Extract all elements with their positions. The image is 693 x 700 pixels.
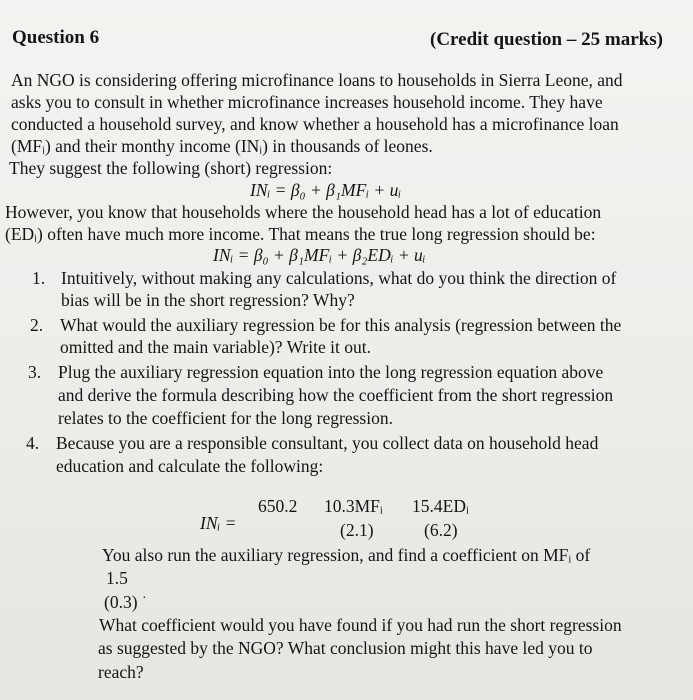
estimated-lhs: INᵢ = <box>200 513 237 533</box>
question-2-line-2: omitted and the main variable)? Write it out. <box>60 337 371 357</box>
question-4-number: 4. <box>26 433 40 453</box>
intro-line-4: (MFᵢ) and their monthy income (INᵢ) in thousands of leones. <box>11 136 433 156</box>
middle-line-2: (EDᵢ) often have much more income. That means the true long regression should be: <box>5 224 596 244</box>
question-3-line-3: relates to the coefficient for the long regression. <box>58 408 393 428</box>
auxiliary-coefficient: 1.5 <box>106 568 128 588</box>
final-question-line-3: reach? <box>98 662 144 682</box>
question-label: Question 6 <box>12 27 100 48</box>
intro-line-3: conducted a household survey, and know whether a household has a microfinance loan <box>11 114 619 134</box>
question-1-line-1: Intuitively, without making any calculations, what do you think the direction of <box>61 268 617 288</box>
question-3-line-2: and derive the formula describing how the coefficient from the short regression <box>58 385 614 405</box>
question-1-number: 1. <box>32 268 46 288</box>
question-2-number: 2. <box>30 315 44 335</box>
question-4-line-2: education and calculate the following: <box>56 456 324 476</box>
stray-dot: · <box>142 591 147 606</box>
auxiliary-standard-error: (0.3) <box>104 592 138 612</box>
final-question-line-2: as suggested by the NGO? What conclusion might this have led you to <box>98 638 593 658</box>
intro-line-2: asks you to consult in whether microfinance increases household income. They have <box>11 92 603 112</box>
credit-label: (Credit question – 25 marks) <box>430 29 663 50</box>
estimated-mf-term: 10.3MFᵢ <box>324 496 383 516</box>
estimated-ed-se: (6.2) <box>424 520 458 540</box>
question-3-line-1: Plug the auxiliary regression equation into the long regression equation above <box>58 362 604 382</box>
middle-line-1: However, you know that households where the household head has a lot of education <box>5 202 602 222</box>
question-1-line-2: bias will be in the short regression? Why? <box>61 290 355 310</box>
estimated-ed-term: 15.4EDᵢ <box>412 496 469 516</box>
intro-line-1: An NGO is considering offering microfinance loans to households in Sierra Leone, and <box>11 70 623 90</box>
question-2-line-1: What would the auxiliary regression be for this analysis (regression between the <box>60 315 622 335</box>
question-3-number: 3. <box>28 362 42 382</box>
intro-line-5: They suggest the following (short) regression: <box>9 158 333 178</box>
estimated-constant: 650.2 <box>258 496 298 516</box>
estimated-mf-se: (2.1) <box>340 520 374 540</box>
short-regression-equation: INᵢ = β₀ + β₁MFᵢ + uᵢ <box>250 180 402 200</box>
auxiliary-line: You also run the auxiliary regression, and find a coefficient on MFᵢ of <box>102 545 591 565</box>
long-regression-equation: INᵢ = β₀ + β₁MFᵢ + β₂EDᵢ + uᵢ <box>213 245 426 265</box>
final-question-line-1: What coefficient would you have found if you had run the short regression <box>99 615 622 635</box>
question-4-line-1: Because you are a responsible consultant, you collect data on household head <box>56 433 599 453</box>
